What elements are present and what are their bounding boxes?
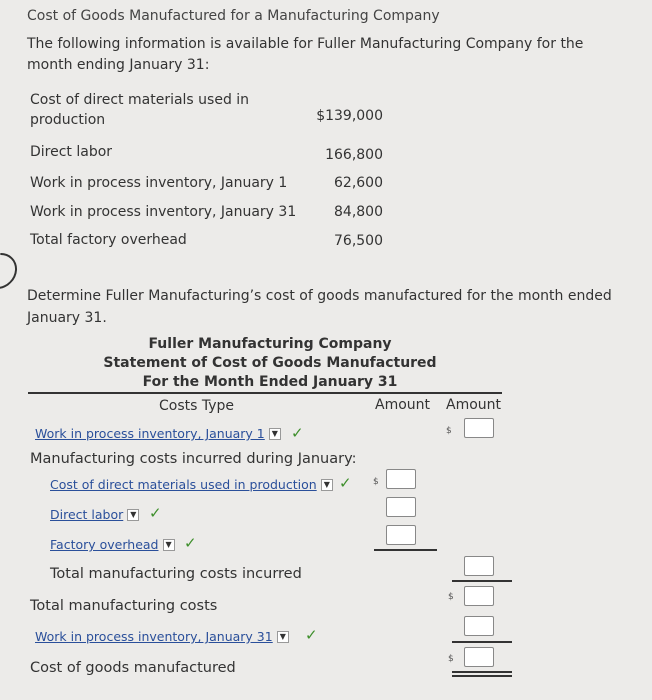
label-cogm: Cost of goods manufactured	[30, 660, 236, 676]
intro-text: The following information is available for Fuller Manufacturing Company for the month ending January 31:	[27, 36, 584, 73]
checkmark-icon: ✓	[339, 474, 352, 492]
input-wip-jan31[interactable]	[464, 616, 494, 636]
dropdown-direct-materials-label: Cost of direct materials used in production	[50, 477, 317, 492]
dropdown-direct-materials[interactable]	[50, 477, 333, 492]
dropdown-wip-jan1[interactable]	[35, 426, 281, 441]
cogm-rule-1	[452, 671, 512, 673]
page-title: Cost of Goods Manufactured for a Manufacturing Company	[27, 8, 440, 24]
input-cogm[interactable]	[464, 647, 494, 667]
dropdown-wip-jan1-label: Work in process inventory, January 1	[35, 426, 265, 441]
partial-circle-mark	[0, 246, 24, 297]
dropdown-direct-labor-label: Direct labor	[50, 507, 124, 522]
given-value-labor: 166,800	[325, 147, 383, 163]
subtotal-rule	[374, 549, 437, 551]
input-wip-jan1[interactable]	[464, 418, 494, 438]
input-factory-overhead[interactable]	[386, 525, 416, 545]
chevron-down-icon: ▼	[321, 479, 333, 491]
statement-period: For the Month Ended January 31	[142, 374, 398, 390]
dropdown-factory-overhead[interactable]	[50, 537, 175, 552]
total-incurred-rule	[452, 580, 512, 582]
given-label-overhead: Total factory overhead	[30, 232, 187, 248]
label-total-mfg-incurred: Total manufacturing costs incurred	[50, 566, 302, 582]
dollar-sign: $	[373, 477, 379, 487]
dollar-sign: $	[448, 654, 454, 664]
given-value-wip-jan31: 84,800	[334, 204, 383, 220]
chevron-down-icon: ▼	[269, 428, 281, 440]
dropdown-direct-labor[interactable]	[50, 507, 139, 522]
given-label-wip-jan1: Work in process inventory, January 1	[30, 175, 288, 191]
input-direct-materials[interactable]	[386, 469, 416, 489]
given-label-labor: Direct labor	[30, 144, 113, 160]
chevron-down-icon: ▼	[277, 631, 289, 643]
label-total-mfg: Total manufacturing costs	[30, 598, 218, 614]
given-label-materials: Cost of direct materials used in production	[30, 92, 250, 128]
column-amount-2: Amount	[446, 397, 502, 413]
input-direct-labor[interactable]	[386, 497, 416, 517]
dropdown-wip-jan31-label: Work in process inventory, January 31	[35, 629, 273, 644]
dollar-sign: $	[446, 426, 452, 436]
checkmark-icon: ✓	[184, 534, 197, 552]
label-mfg-incurred: Manufacturing costs incurred during January:	[30, 451, 357, 467]
chevron-down-icon: ▼	[163, 539, 175, 551]
chevron-down-icon: ▼	[127, 509, 139, 521]
input-total-mfg[interactable]	[464, 586, 494, 606]
header-rule	[28, 392, 502, 394]
checkmark-icon: ✓	[291, 424, 304, 442]
given-value-overhead: 76,500	[334, 233, 383, 249]
cogm-rule-2	[452, 675, 512, 677]
dropdown-factory-overhead-label: Factory overhead	[50, 537, 159, 552]
input-total-mfg-incurred[interactable]	[464, 556, 494, 576]
column-amount-1: Amount	[375, 397, 431, 413]
column-costs-type: Costs Type	[159, 398, 235, 414]
checkmark-icon: ✓	[149, 504, 162, 522]
statement-company: Fuller Manufacturing Company	[148, 336, 392, 352]
statement-name: Statement of Cost of Goods Manufactured	[103, 355, 437, 371]
dropdown-wip-jan31[interactable]	[35, 629, 289, 644]
checkmark-icon: ✓	[305, 626, 318, 644]
dollar-sign: $	[448, 592, 454, 602]
question-text: Determine Fuller Manufacturing’s cost of goods manufactured for the month ended January 31.	[27, 288, 612, 326]
given-label-wip-jan31: Work in process inventory, January 31	[30, 204, 297, 220]
given-value-materials: $139,000	[316, 108, 383, 124]
wip-jan31-rule	[452, 641, 512, 643]
given-value-wip-jan1: 62,600	[334, 175, 383, 191]
